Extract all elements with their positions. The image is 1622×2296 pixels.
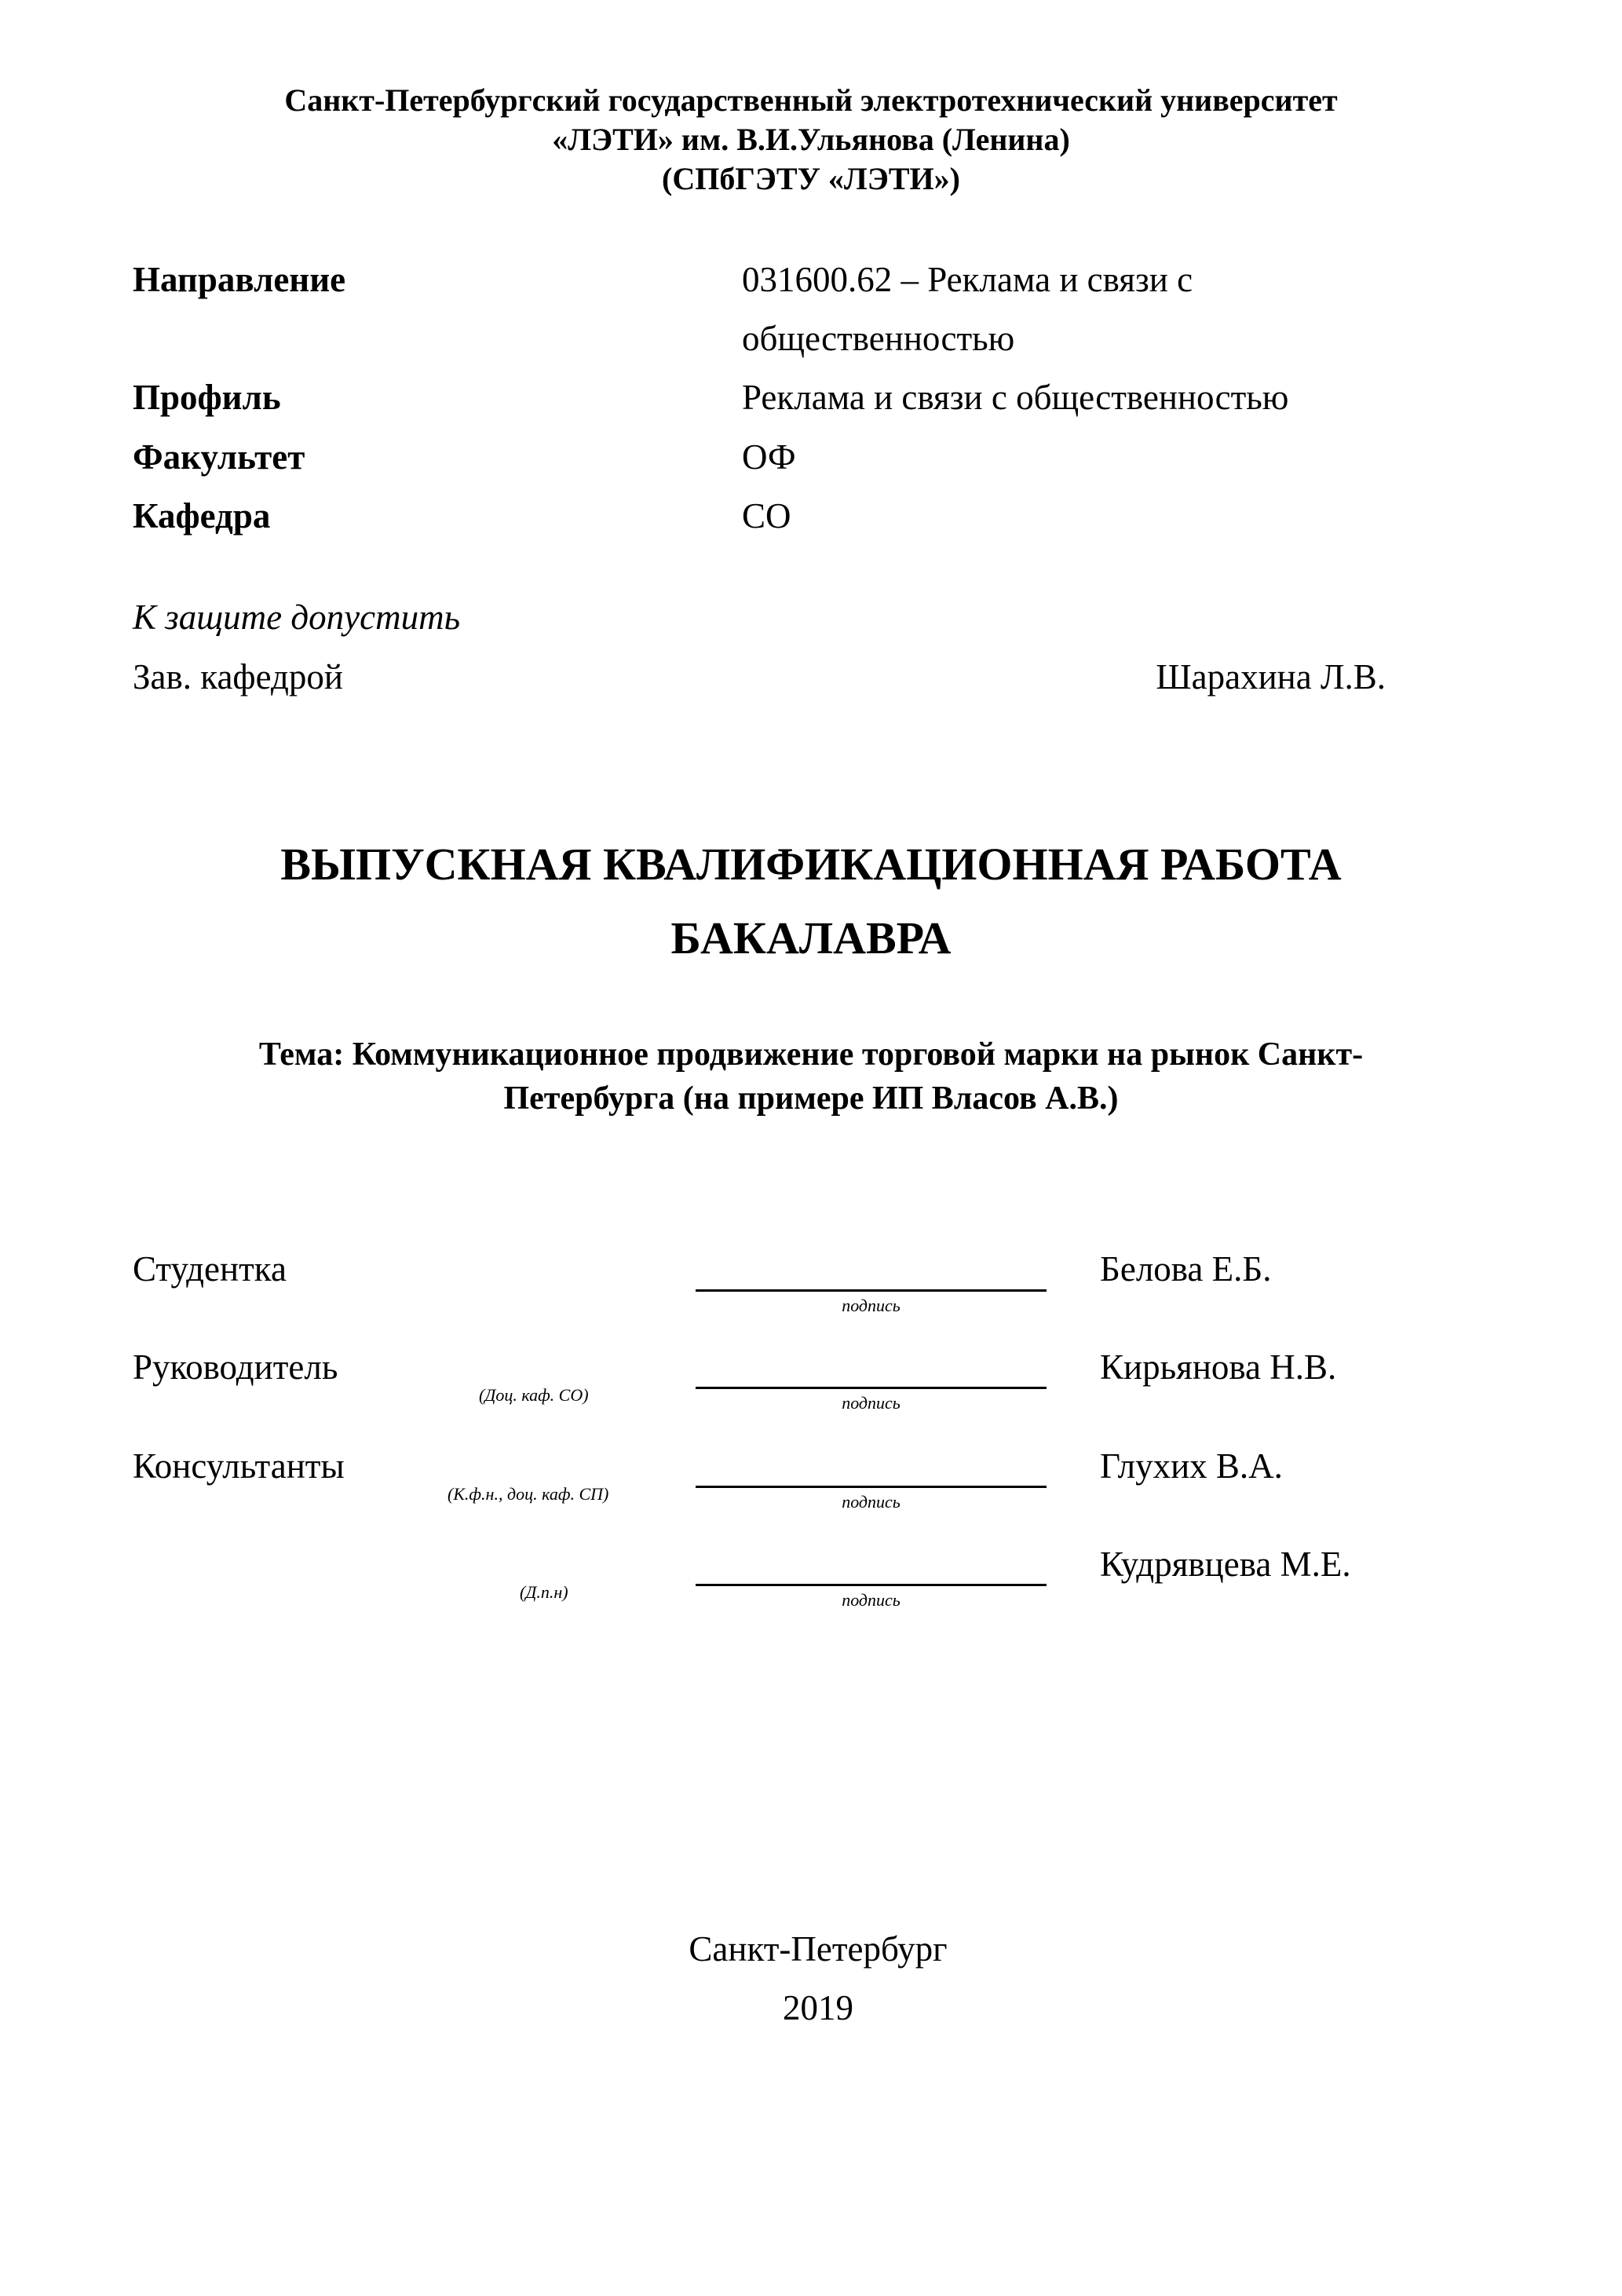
signature-caption: подпись [842, 1393, 901, 1413]
signature-name-consultant1: Глухих В.А. [1100, 1446, 1283, 1486]
field-label-direction: Направление [133, 260, 346, 299]
signature-role-consultants: Консультанты [133, 1446, 345, 1486]
topic-line2: Петербурга (на примере ИП Власов А.В.) [503, 1080, 1119, 1117]
signature-note-supervisor: (Доц. каф. СО) [479, 1385, 589, 1405]
signature-line [696, 1289, 1047, 1292]
signature-caption: подпись [842, 1492, 901, 1512]
topic-line1: Тема: Коммуникационное продвижение торговой марки на рынок Санкт- [258, 1036, 1364, 1073]
field-label-faculty: Факультет [133, 437, 305, 477]
field-value-faculty: ОФ [742, 437, 796, 477]
footer-year: 2019 [783, 1988, 853, 2027]
signature-caption: подпись [842, 1296, 901, 1315]
signature-name-supervisor: Кирьянова Н.В. [1100, 1347, 1337, 1387]
field-value-profile: Реклама и связи с общественностью [742, 378, 1289, 417]
signature-role-student: Студентка [133, 1249, 287, 1289]
field-label-department: Кафедра [133, 496, 271, 536]
signature-note-consultant2: (Д.п.н) [520, 1582, 568, 1602]
signature-line [696, 1486, 1047, 1488]
field-label-profile: Профиль [133, 378, 281, 417]
signature-line [696, 1584, 1047, 1586]
signature-role-supervisor: Руководитель [133, 1347, 338, 1387]
document-title-line2: БАКАЛАВРА [670, 912, 952, 963]
field-value-direction-line2: общественностью [742, 319, 1015, 358]
university-abbreviation: (СПбГЭТУ «ЛЭТИ») [662, 161, 960, 196]
university-name-line2: «ЛЭТИ» им. В.И.Ульянова (Ленина) [552, 122, 1070, 157]
signature-name-consultant2: Кудрявцева М.Е. [1100, 1545, 1351, 1584]
field-value-department: СО [742, 496, 791, 536]
document-title: ВЫПУСКНАЯ КВАЛИФИКАЦИОННАЯ РАБОТА [280, 839, 1342, 890]
admission-role: Зав. кафедрой [133, 657, 343, 696]
footer-city: Санкт-Петербург [689, 1929, 948, 1969]
signature-caption: подпись [842, 1590, 901, 1610]
admission-note: К защите допустить [133, 598, 461, 637]
signature-line [696, 1387, 1047, 1389]
signature-name-student: Белова Е.Б. [1100, 1249, 1272, 1289]
admission-name: Шарахина Л.В. [1156, 657, 1386, 696]
field-value-direction: 031600.62 – Реклама и связи с [742, 260, 1193, 299]
university-name: Санкт-Петербургский государственный электротехнический университет [284, 82, 1338, 118]
signature-note-consultant1: (К.ф.н., доц. каф. СП) [448, 1484, 609, 1504]
